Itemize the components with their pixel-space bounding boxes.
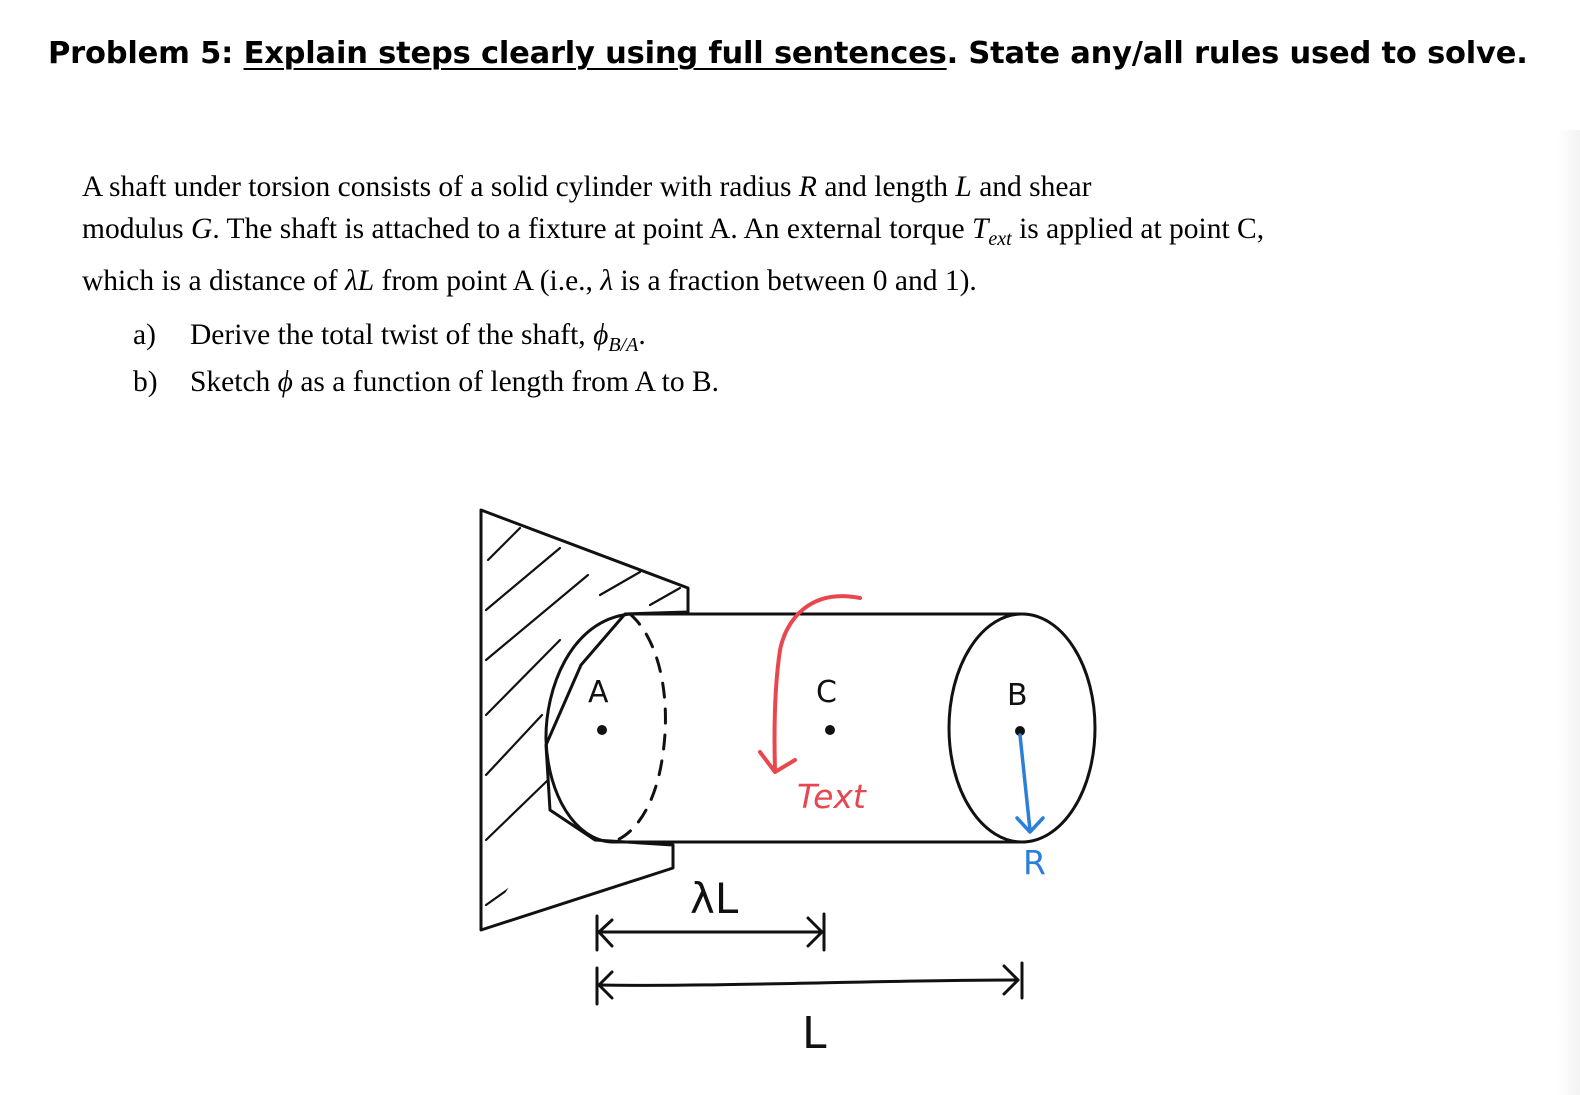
torque-arrow xyxy=(760,596,860,772)
point-a-dot xyxy=(597,725,607,735)
radius-arrow xyxy=(1017,735,1043,832)
dimension-l xyxy=(597,963,1022,1004)
header-instruction-underlined: Explain steps clearly using full sentences xyxy=(243,36,947,71)
shaft-left-end-solid xyxy=(546,614,630,842)
dimension-l-label: L xyxy=(802,1008,827,1059)
radius-label: R xyxy=(1023,843,1046,882)
question-b: b) Sketch ϕ as a function of length from A to B. xyxy=(133,366,720,398)
header-suffix: . State any/all rules used to solve. xyxy=(946,36,1528,71)
fixture-wall xyxy=(481,510,688,930)
header-prefix: Problem 5: xyxy=(48,36,244,71)
question-a: a) Derive the total twist of the shaft, $\phi_{B/A}$. xyxy=(133,319,646,356)
dimension-lambda-l-label: λL xyxy=(690,874,739,923)
point-c-label: C xyxy=(816,675,837,710)
point-a-label: A xyxy=(588,675,609,710)
wall-hatching xyxy=(486,528,680,905)
torque-label: Text xyxy=(797,777,866,816)
point-b-label: B xyxy=(1007,678,1028,713)
point-c-dot xyxy=(825,725,835,735)
statement-line-3: which is a distance of λL from point A (i.e., λ is a fraction between 0 and 1). xyxy=(82,264,977,297)
shaft-left-end-hidden xyxy=(612,614,665,842)
statement-line-2: modulus G. The shaft is attached to a fixture at point A. An external torque $T_{ext}$ is applied at point C, xyxy=(82,213,1265,250)
statement-line-1: A shaft under torsion consists of a solid cylinder with radius R and length L and shear xyxy=(82,171,1092,203)
